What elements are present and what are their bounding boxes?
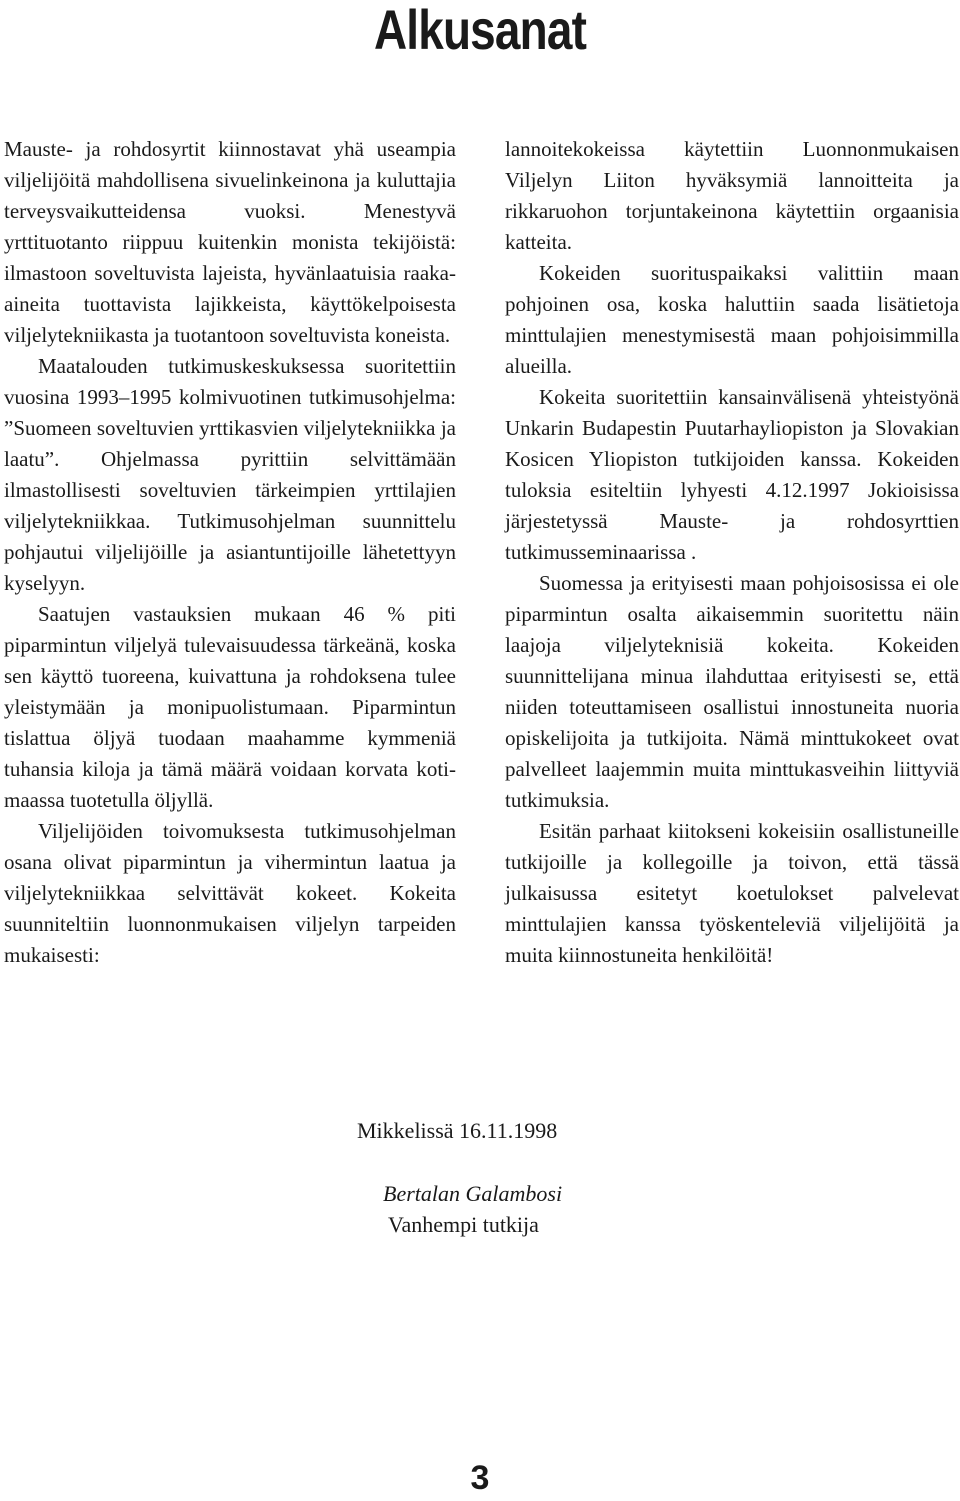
paragraph: Esitän parhaat kiitokseni kokeisiin osallistuneille tutkijoille ja kollegoille ja toivon, että tässä julkaisussa esitetyt koetulokset palvelevat minttulajien kanssa työskenteleviä viljelijöitä ja muita kiinnostuneita henkilöitä! — [505, 819, 959, 967]
paragraph: Kokeita suoritettiin kansainvälisenä yhteistyönä Unkarin Budapestin Puutarhayliopiston ja Slovakian Kosicen Yliopiston tutkijoiden kanssa. Kokeiden tuloksia esiteltiin lyhyesti 4.12.1997 Jokioisissa järjestetyssä Mauste- ja rohdosyrttien tutkimusseminaarissa . — [505, 385, 959, 564]
paragraph: Maatalouden tutkimuskeskuksessa suoritettiin vuosina 1993–1995 kolmivuotinen tutkimusohjelma: ”Suomeen soveltuvien yrttikasvien viljelytekniikka ja laatu”. Ohjelmassa pyrittiin selvittämään ilmastollisesti soveltuvien tärkeimpien yrttilajien viljelytekniikkaa. Tutkimusohjelman suunnittelu pohjautui viljelijöille ja asiantuntijoille lähetettyyn kyselyyn. — [4, 354, 456, 595]
signature-place-date: Mikkelissä 16.11.1998 — [357, 1118, 558, 1143]
paragraph: Mauste- ja rohdosyrtit kiinnostavat yhä useampia viljelijöitä mahdollisena sivuelinkeinona ja kuluttajia terveysvaikutteidensa vuoksi. Menestyvä yrttituotanto riippuu kuitenkin monista tekijöistä: ilmastoon soveltuvista lajeista, hyvänlaatuisia raaka-aineita tuottavista lajikkeista, käyttökelpoisesta viljelytekniikasta ja tuotantoon soveltuvista koneista. — [4, 137, 456, 347]
paragraph: Suomessa ja erityisesti maan pohjoisosissa ei ole piparmintun osalta aikaisemmin suoritettu näin laajoja viljelyteknisiä kokeita. Kokeiden suunnittelijana minua ilahduttaa erityisesti se, että niiden toteuttamiseen osallistui innostuneita nuoria opiskelijoita ja tutkijoita. Nämä minttukokeet ovat palvelleet laajemmin muita minttukasveihin liittyviä tutkimuksia. — [505, 571, 959, 812]
paragraph: Viljelijöiden toivomuksesta tutkimusohjelman osana olivat piparmintun ja vihermintun laatua ja viljelytekniikkaa selvittävät kokeet. Kokeita suunniteltiin luonnonmukaisen viljelyn tarpeiden mukaisesti: — [4, 819, 456, 967]
paragraph: Saatujen vastauksien mukaan 46 % piti piparmintun viljelyä tulevaisuudessa tärkeänä, koska sen käyttö tuoreena, kuivattuna ja rohdoksena tulee yleistymään ja monipuolistumaan. Piparmintun tislattua öljyä tuodaan maahamme kymmeniä tuhansia kiloja ja tämä määrä voidaan korvata kotimaassa tuotetulla öljyllä. — [4, 602, 456, 812]
page-title: Alkusanat — [373, 0, 587, 61]
paragraph: lannoitekokeissa käytettiin Luonnonmukaisen Viljelyn Liiton hyväksymiä lannoitteita ja rikkaruohon torjuntakeinona käytettiin orgaanisia katteita. — [505, 137, 959, 254]
paragraph: Kokeiden suorituspaikaksi valittiin maan pohjoinen osa, koska haluttiin saada lisätietoja minttulajien menestymisestä maan pohjoisimmilla alueilla. — [505, 261, 959, 378]
left-text-column — [4, 134, 456, 971]
page-number: 3 — [470, 1459, 490, 1497]
signature-role: Vanhempi tutkija — [388, 1212, 539, 1237]
signature-name: Bertalan Galambosi — [383, 1181, 563, 1206]
right-text-column — [505, 134, 959, 971]
